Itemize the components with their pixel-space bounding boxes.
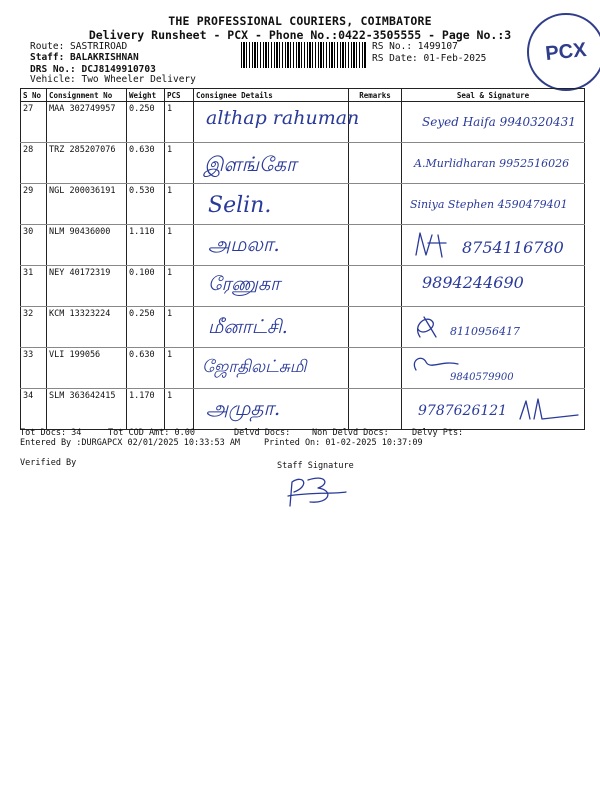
table-row <box>21 225 585 266</box>
cell-signature <box>402 225 585 266</box>
consignee-handwriting <box>194 184 348 224</box>
cell-sno: 27 <box>21 102 47 143</box>
cell-pcs: 1 <box>165 348 194 389</box>
rs-number: RS No.: 1499107 <box>372 41 458 52</box>
signature-handwriting <box>402 184 584 224</box>
staff-label: Staff: BALAKRISHNAN <box>30 52 139 63</box>
consignee-handwriting <box>194 348 348 388</box>
pcx-stamp <box>527 13 600 91</box>
cell-signature <box>402 266 585 307</box>
barcode <box>241 42 367 68</box>
svg-text:8754116780: 8754116780 <box>462 238 564 257</box>
cell-weight: 0.530 <box>127 184 165 225</box>
rs-date: RS Date: 01-Feb-2025 <box>372 53 487 64</box>
cell-weight: 1.110 <box>127 225 165 266</box>
table-row <box>21 389 585 430</box>
table-row <box>21 102 585 143</box>
cell-consignment: SLM 363642415 <box>47 389 127 430</box>
svg-text:இளங்கோ: இளங்கோ <box>204 152 297 176</box>
stamp-text: PCX <box>544 38 588 66</box>
non-delivered-docs: Non Delvd Docs: <box>312 428 389 438</box>
cell-remarks <box>349 184 402 225</box>
signature-handwriting <box>402 143 584 183</box>
svg-text:9894244690: 9894244690 <box>422 273 524 292</box>
col-header-pcs: PCS <box>165 89 194 102</box>
cell-consignee <box>194 348 349 389</box>
cell-remarks <box>349 266 402 307</box>
cell-pcs: 1 <box>165 389 194 430</box>
col-header-remarks: Remarks <box>349 89 402 102</box>
staff-signature-mark <box>282 472 352 510</box>
delivered-docs: Delvd Docs: <box>234 428 291 438</box>
cell-remarks <box>349 307 402 348</box>
consignee-handwriting <box>194 143 348 183</box>
cell-signature <box>402 184 585 225</box>
consignee-handwriting <box>194 266 348 306</box>
staff-signature-label: Staff Signature <box>277 461 354 471</box>
cell-sno: 33 <box>21 348 47 389</box>
cell-consignment: TRZ 285207076 <box>47 143 127 184</box>
cell-weight: 0.100 <box>127 266 165 307</box>
signature-handwriting <box>402 307 584 347</box>
cell-consignee <box>194 266 349 307</box>
company-title: THE PROFESSIONAL COURIERS, COIMBATORE <box>168 14 432 28</box>
cell-remarks <box>349 225 402 266</box>
svg-text:9840579900: 9840579900 <box>450 372 514 383</box>
cell-consignment: NLM 90436000 <box>47 225 127 266</box>
cell-weight: 0.250 <box>127 307 165 348</box>
signature-handwriting <box>402 102 584 142</box>
table-row <box>21 348 585 389</box>
cell-pcs: 1 <box>165 102 194 143</box>
cell-consignee <box>194 307 349 348</box>
consignee-handwriting <box>194 225 348 265</box>
delivery-points: Delvy Pts: <box>412 428 464 438</box>
cell-signature <box>402 143 585 184</box>
signature-handwriting <box>402 348 584 388</box>
cell-pcs: 1 <box>165 184 194 225</box>
verified-by-label: Verified By <box>20 458 77 468</box>
entered-by: Entered By :DURGAPCX 02/01/2025 10:33:53 AM <box>20 438 241 448</box>
vehicle-label: Vehicle: Two Wheeler Delivery <box>30 74 196 85</box>
drs-label: DRS No.: DCJ8149910703 <box>30 64 156 75</box>
table-header-row <box>21 89 585 102</box>
table-row <box>21 266 585 307</box>
col-header-weight: Weight <box>127 89 165 102</box>
cell-consignee <box>194 143 349 184</box>
cell-pcs: 1 <box>165 307 194 348</box>
cell-weight: 0.250 <box>127 102 165 143</box>
col-header-consignment: Consignment No <box>47 89 127 102</box>
svg-text:Siniya Stephen 4590479401: Siniya Stephen 4590479401 <box>410 198 568 211</box>
svg-text:அமலா.: அமலா. <box>208 232 280 256</box>
cell-consignment: KCM 13323224 <box>47 307 127 348</box>
cell-consignment: VLI 199056 <box>47 348 127 389</box>
cell-signature <box>402 348 585 389</box>
consignee-handwriting <box>194 102 360 142</box>
cell-sno: 31 <box>21 266 47 307</box>
cell-consignment: NGL 200036191 <box>47 184 127 225</box>
cell-sno: 28 <box>21 143 47 184</box>
cell-weight: 0.630 <box>127 143 165 184</box>
signature-handwriting <box>402 225 584 265</box>
cell-signature <box>402 102 585 143</box>
svg-text:அமுதா.: அமுதா. <box>206 396 281 420</box>
col-header-signature: Seal & Signature <box>402 89 585 102</box>
total-docs: Tot Docs: 34 <box>20 428 82 438</box>
cell-remarks <box>349 389 402 430</box>
cell-remarks <box>349 143 402 184</box>
svg-text:Selin.: Selin. <box>208 193 272 218</box>
cell-weight: 0.630 <box>127 348 165 389</box>
cell-pcs: 1 <box>165 266 194 307</box>
cell-signature <box>402 307 585 348</box>
svg-text:மீனாட்சி.: மீனாட்சி. <box>208 316 288 338</box>
cell-sno: 34 <box>21 389 47 430</box>
cell-pcs: 1 <box>165 143 194 184</box>
svg-text:A.Murlidharan 9952516026: A.Murlidharan 9952516026 <box>414 157 570 170</box>
cell-sno: 32 <box>21 307 47 348</box>
printed-on: Printed On: 01-02-2025 10:37:09 <box>264 438 423 448</box>
col-header-sno: S No <box>21 89 47 102</box>
col-header-consignee: Consignee Details <box>194 89 349 102</box>
svg-text:Seyed Haifa 9940320431: Seyed Haifa 9940320431 <box>422 115 576 129</box>
table-row <box>21 184 585 225</box>
total-cod-amount: Tot COD Amt: 0.00 <box>108 428 195 438</box>
svg-text:8110956417: 8110956417 <box>450 325 520 338</box>
cell-consignee <box>194 102 360 143</box>
svg-text:ரேணுகா: ரேணுகா <box>208 273 281 295</box>
route-label: Route: SASTRIROAD <box>30 41 128 52</box>
table-row <box>21 307 585 348</box>
cell-signature <box>402 389 585 430</box>
cell-consignment: NEY 40172319 <box>47 266 127 307</box>
runsheet-subtitle: Delivery Runsheet - PCX - Phone No.:0422-3505555 - Page No.:3 <box>88 28 512 42</box>
consignee-handwriting <box>194 389 348 429</box>
svg-text:althap rahuman: althap rahuman <box>206 107 360 129</box>
consignee-handwriting <box>194 307 348 347</box>
signature-handwriting <box>402 389 584 429</box>
cell-pcs: 1 <box>165 225 194 266</box>
cell-consignment: MAA 302749957 <box>47 102 127 143</box>
cell-remarks <box>349 348 402 389</box>
cell-sno: 29 <box>21 184 47 225</box>
svg-text:9787626121: 9787626121 <box>418 403 508 419</box>
cell-consignee <box>194 389 349 430</box>
runsheet-table <box>20 88 585 430</box>
svg-text:ஜோதிலட்சுமி: ஜோதிலட்சுமி <box>202 357 307 377</box>
signature-handwriting <box>402 266 584 306</box>
table-row <box>21 143 585 184</box>
cell-weight: 1.170 <box>127 389 165 430</box>
cell-sno: 30 <box>21 225 47 266</box>
cell-consignee <box>194 184 349 225</box>
cell-consignee <box>194 225 349 266</box>
